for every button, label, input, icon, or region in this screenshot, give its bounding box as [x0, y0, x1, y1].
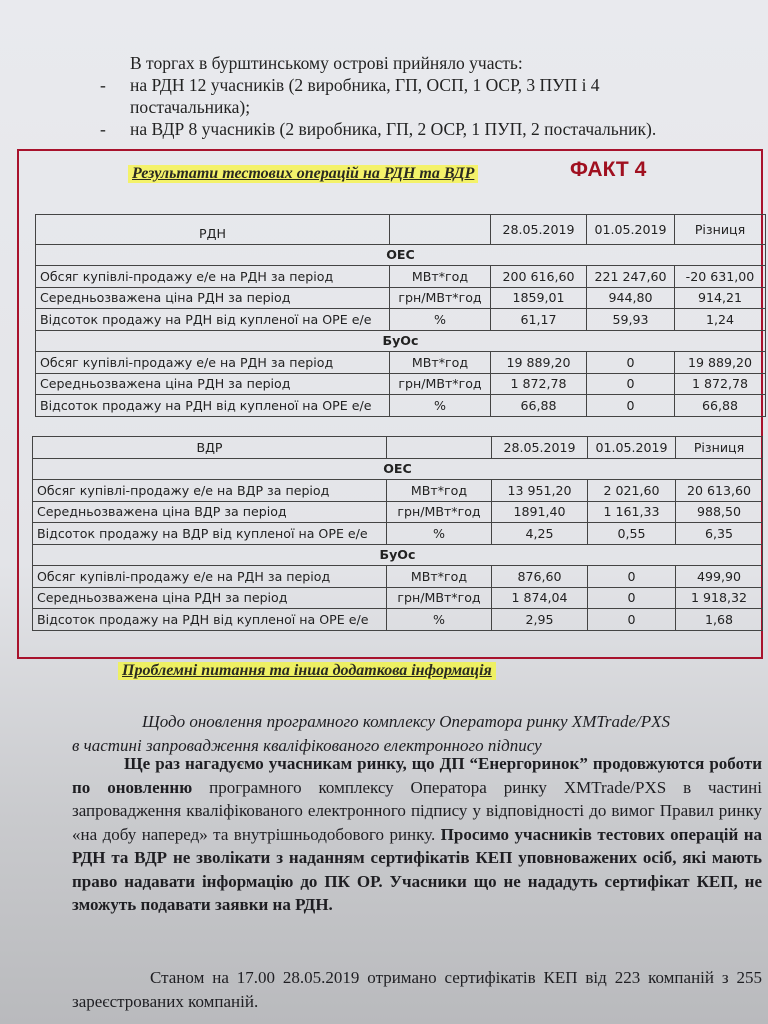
intro-section	[100, 52, 760, 140]
header-name: РДН	[36, 215, 390, 245]
table-header-row	[36, 215, 766, 245]
header-col1: 28.05.2019	[492, 437, 588, 459]
group-row: БуОс	[33, 544, 763, 566]
group-row: ОЕС	[36, 244, 766, 266]
table-row: Обсяг купівлі-продажу е/е на ВДР за період МВт*год 13 951,20 2 021,60 20 613,60	[33, 480, 763, 502]
reminder-bold: Ще раз нагадуємо учасникам ринку, що ДП “Енергоринок” продовжуются роботи по оновленню	[72, 754, 762, 797]
intro-lead: В торгах в бурштинському острові прийняло участь:	[130, 53, 523, 73]
header-col3: Різниця	[675, 215, 766, 245]
table-row: Середньозважена ціна РДН за період грн/МВт*год 1 874,04 0 1 918,32	[33, 587, 763, 609]
table-header-row	[33, 437, 763, 459]
list-dash: -	[100, 75, 106, 95]
issues-main-paragraph	[72, 752, 762, 917]
list-dash: -	[100, 119, 106, 139]
table-row: Обсяг купівлі-продажу е/е на РДН за період МВт*год 19 889,20 0 19 889,20	[36, 352, 766, 374]
header-col1: 28.05.2019	[491, 215, 587, 245]
reminder-regular: програмного комплексу Оператора ринку XMTrade/PXS в частині запровадження кваліфікованого електронного підпису у відповідності до вимог Правил ринку «на добу наперед» та внутрішньодобового ринку.	[72, 777, 762, 844]
header-name: ВДР	[33, 437, 387, 459]
header-unit	[387, 437, 492, 459]
table-row: Відсоток продажу на РДН від купленої на ОРЕ е/е % 61,17 59,93 1,24	[36, 309, 766, 331]
group-row: ОЕС	[33, 458, 763, 480]
header-col3: Різниця	[676, 437, 763, 459]
intro-item-vdr: - на ВДР 8 учасників (2 виробника, ГП, 2 ОСР, 1 ПУП, 2 постачальник).	[100, 119, 657, 139]
table-row: Обсяг купівлі-продажу е/е на РДН за період МВт*год 200 616,60 221 247,60 -20 631,00	[36, 266, 766, 288]
header-col2: 01.05.2019	[587, 215, 675, 245]
issues-title: Проблемні питання та інша додаткова інформація	[118, 662, 496, 680]
issues-subheading: Щодо оновлення програмного комплексу Оператора ринку XMTrade/PXS в частині запровадження кваліфікованого електронного підпису	[72, 712, 671, 755]
table-row: Обсяг купівлі-продажу е/е на РДН за період МВт*год 876,60 0 499,90	[33, 566, 763, 588]
results-title: Результати тестових операцій на РДН та ВДР	[128, 165, 478, 183]
table-row: Відсоток продажу на РДН від купленої на ОРЕ е/е % 2,95 0 1,68	[33, 609, 763, 631]
fact-label: ФАКТ 4	[570, 158, 647, 181]
table-row: Відсоток продажу на ВДР від купленої на ОРЕ е/е % 4,25 0,55 6,35	[33, 523, 763, 545]
table-row: Середньозважена ціна РДН за період грн/МВт*год 1859,01 944,80 914,21	[36, 287, 766, 309]
certificate-status: Станом на 17.00 28.05.2019 отримано сертифікатів КЕП від 223 компаній з 255 зареєстрованих компаній.	[72, 968, 762, 1011]
group-row: БуОс	[36, 330, 766, 352]
header-unit	[390, 215, 491, 245]
request-bold: Просимо учасників тестових операцій на РДН та ВДР не зволікати з наданням сертифікатів КЕП уповноважених осіб, які мають право надавати інформацію до ПК ОР. Учасники що не нададуть сертифікат КЕП, не зможуть подавати заявки на РДН.	[72, 824, 762, 914]
table-row: Середньозважена ціна ВДР за період грн/МВт*год 1891,40 1 161,33 988,50	[33, 501, 763, 523]
header-col2: 01.05.2019	[588, 437, 676, 459]
vdr-table	[32, 436, 763, 631]
table-row: Відсоток продажу на РДН від купленої на ОРЕ е/е % 66,88 0 66,88	[36, 395, 766, 417]
rdn-table	[35, 214, 766, 417]
intro-item-rdn: - на РДН 12 учасників (2 виробника, ГП, ОСП, 1 ОСР, 3 ПУП і 4 постачальника);	[100, 75, 600, 117]
table-row: Середньозважена ціна РДН за період грн/МВт*год 1 872,78 0 1 872,78	[36, 373, 766, 395]
